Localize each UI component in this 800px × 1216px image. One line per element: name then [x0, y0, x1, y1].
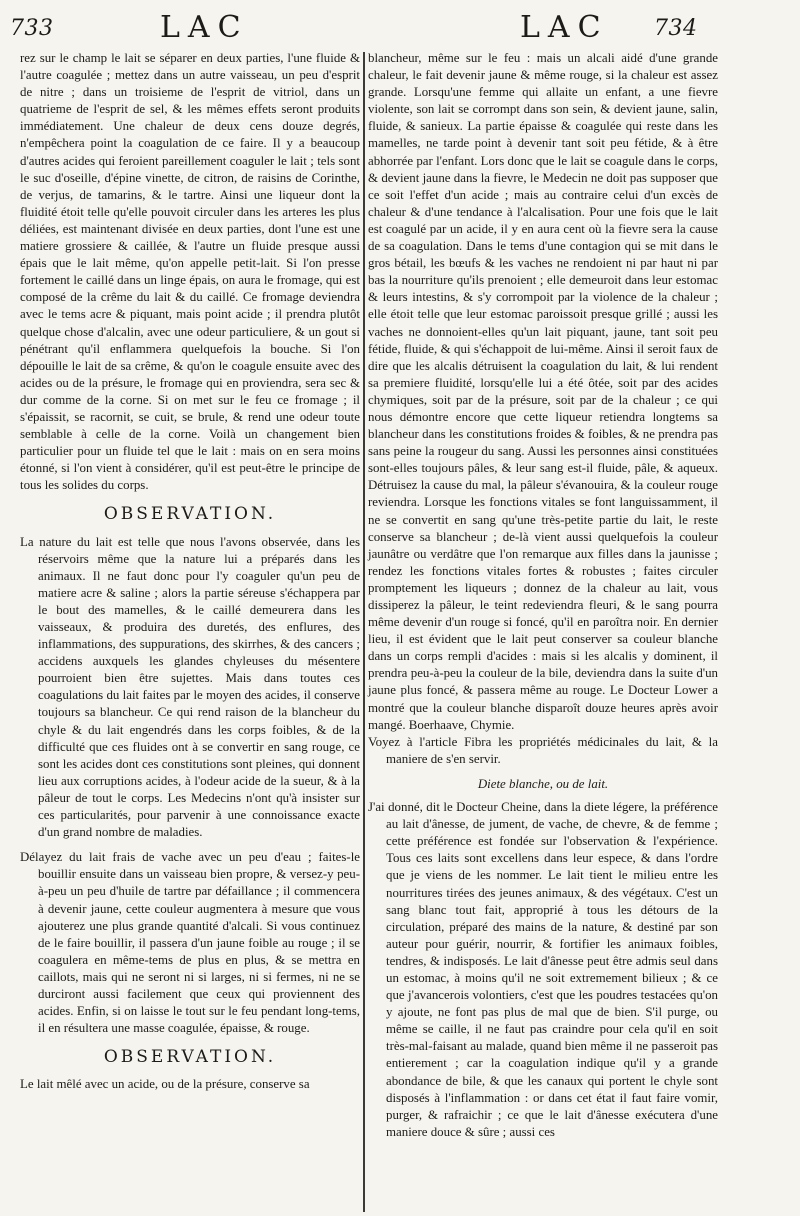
right-column: [368, 50, 718, 1141]
right-page-number: 734: [654, 16, 698, 41]
right-running-title: LAC: [520, 10, 609, 45]
voyez-paragraph: Voyez à l'article Fibra les propriétés médicinales du lait, & la maniere de s'en servir.: [368, 734, 718, 766]
observation-heading-1: OBSERVATION.: [103, 504, 277, 525]
intro-paragraph: rez sur le champ le lait se séparer en deux parties, l'une fluide & l'autre coagulée ; mettez dans un autre vaisseau, un peu d'esprit de nitre ; dans un troisieme de l'esprit de vitriol, dans un quatrieme de l'esprit de sel, & les mêmes effets seront produits immédiatement. Une chaleur de deux cens douze degrés, n'empêchera point la coagulation de ce faire. Il y a beaucoup d'autres acides qui feroient pareillement coaguler le lait ; tels sont le suc d'oseille, d'épine vinette, de citron, de raisins de Corinthe, de verjus, de tamarins, & le tartre. Ainsi une liqueur dont la fluidité étoit telle qu'elle pouvoit circuler dans les arteres les plus déliées, est maintenant divisée en deux parties, dont l'une est une matiere grossiere & caillée, & l'autre un fluide presque aussi épais que le lait même, qu'on appelle petit-lait. Si l'on presse fortement le caillé dans un linge épais, on aura le fromage, qui est composé de la crême du lait & du caillé. Ce fromage deviendra avec le tems acre & piquant, mais point acide ; il prendra plutôt quelque chose d'alcalin, avec une odeur particuliere, & un gout si pénétrant qu'il enflammera quelquefois la bouche. Si l'on dépouille le lait de sa crême, & qu'on le coagule ensuite avec des acides ou de la présure, le fromage qui en proviendra, sera sec & dur comme de la corne. Si on met sur le feu ce fromage ; il s'épaissit, se racornit, se cuit, se brule, & rend une odeur toute semblable à celle de la corne. Voilà un changement bien particulier pour un fluide tel que le lait : mais on en sera moins étonné, si l'on vient à considérer, qu'il est peut-être le principe de tous les solides du corps.: [20, 51, 360, 493]
left-column: [20, 50, 360, 1093]
diete-paragraph: J'ai donné, dit le Docteur Cheine, dans la diete légere, la préférence au lait d'ânesse, de jument, de vache, de chevre, & de femme ; cette préférence est fondée sur l'observation & l'expérience. Tous ces laits sont excellens dans leur espece, & dans l'ordre que je viens de les nommer. Le lait tient le milieu entre les nourritures tirées des jeunes animaux, & des végétaux. C'est un sang blanc tout fait, approprié à tous les détours de la circulation, préparé des mains de la nature, & destiné par son auteur pour guérir, nourrir, & fortifier les animaux foibles, tendres, & indisposés. Le lait d'ânesse peut être admis seul dans un estomac, à moins qu'il ne soit extremement bilieux ; & ce que j'avancerois volontiers, c'est que les poudres testacées qu'on y ajoute, ne font pas plus de mal que de bien. S'il purge, ou même se caille, il ne faut pas craindre pour cela qu'il en soit très-mal-faisant au malade, quand bien même il ne passeroit pas entierement ; car la coagulation indique qu'il y a grande abondance de bile, & que les canaux qui portent le chyle sont disposés à l'inflammation : or dans cet état il faut faire vomir, purger, & rafraichir ; ce que le lait d'ânesse exécutera d'une maniere douce & sûre ; aussi ces: [368, 800, 718, 1139]
continuation-paragraph: blancheur, même sur le feu : mais un alcali aidé d'une grande chaleur, le fait devenir jaune & même rouge, si la chaleur est assez grande. Lorsqu'une femme qui allaite un enfant, a une fievre violente, son lait se corrompt dans son sein, & devient jaune, salin, fluide, & sanieux. La partie épaisse & coagulée qui reste dans les mamelles, ne tarde point à devenir tant soit peu fétide, & à être abhorrée par l'enfant. Lors donc que le lait se coagule dans le corps, & devient jaune dans la fievre, le Medecin ne doit pas supposer que ce soit l'effet d'un acide ; mais au contraire celui d'un excès de chaleur & d'une tendance à l'alcalisation. Pour une fois que le lait est coagulé par un acide, il y en aura cent où la fievre sera la cause de sa coagulation. Dans le tems d'une contagion qui se mit dans le gros bétail, les bœufs & les vaches ne rendoient ni par haut ni par bas la nourriture qu'ils prenoient ; elle demeuroit dans leur estomac & leurs intestins, & s'y corrompoit par la violence de la chaleur ; elle étoit telle que leur estomac paroissoit presque grillé ; aussi les vaches ne donnoient-elles qu'un lait piquant, jaune, tant soit peu fétide, fluide, & qui s'échappoit de lui-même. Ainsi il seroit faux de dire que les alcalis détruisent la coagulation du lait, & lui rendent sa premiere fluidité, lorsqu'elle lui a été ôtée, soit par des acides chymiques, soit par de la présure, soit par de la chaleur ; ce qui nous démontre encore que cette liqueur retiendra longtems sa blancheur dans les constitutions froides & foibles, & ne prendra pas sans peine la rougeur du sang. Aussi les personnes ainsi constituées sont-elles toujours pâles, & leur sang est-il fluide, pâle, & aqueux. Détruisez la cause du mal, la pâleur s'évanouira, & la couleur rouge reviendra. Lorsque les fonctions vitales se font languissamment, il ne se convertit en sang qu'une très-petite partie du lait, le reste conserve sa blancheur ; de-là vient aussi quelquefois la couleur jaunâtre ou verdâtre que l'on remarque aux filles dans la jaunisse ; rendez les fonctions vitales fortes & robustes ; faites circuler promptement les liqueurs ; donnez de la chaleur au lait, vous dissiperez la pâleur, le teint redeviendra fleuri, & le sang pourra même devenir d'un rouge si foncé, qu'il en paroîtra noir. En dernier lieu, il est évident que le lait peut conserver sa couleur blanche dans un corps rempli d'acides : mais si les alcalis y dominent, il prendra peu-à-peu la couleur de la bile, deviendra dans la suite d'un jaune plus foncé, & passera même au rouge. Le Docteur Lower a montré que la couleur blanche disparoît douze heures après avoir mangé. Boerhaave, Chymie.: [368, 51, 718, 732]
delayez-paragraph: Délayez du lait frais de vache avec un peu d'eau ; faites-le bouillir ensuite dans un vaisseau bien propre, & versez-y peu-à-peu un peu d'huile de tartre par défaillance ; il commencera à devenir jaune, cette couleur augmentera à mesure que vous ajouterez une plus grande quantité d'alcali. Si vous continuez de le faire bouillir, il passera d'un jaune foible au rouge ; il se coagulera en même-tems de plus en plus, & se mettra en caillots, mais qui ne seront ni si larges, ni si fermes, ni ne se durciront aussi facilement que ceux qui proviennent des acides. Enfin, si on laisse le tout sur le feu pendant long-tems, il en résultera une masse coagulée, épaisse, & rouge.: [20, 850, 360, 1036]
page-header: [0, 0, 800, 48]
observation-heading-2: OBSERVATION.: [103, 1047, 277, 1068]
observation-1-paragraph: La nature du lait est telle que nous l'avons observée, dans les réservoirs même que la nature lui a préparés dans les animaux. Il ne faut donc pour l'y coaguler qu'un peu de matiere acre & saline ; alors la partie séreuse s'échappera par le bout des mamelles, & le caillé demeurera dans les vaisseaux, & produira des duretés, des enflures, des inflammations, des suppurations, des skirrhes, & des cancers ; accidens auxquels les glandes chyleuses du mésentere pourroient bien être sujettes. Mais dans toutes ces coagulations du lait faites par le moyen des acides, il conserve toujours sa blancheur. Ce qui rend raison de la blancheur du chyle & du lait engendrés dans les corps foibles, & de la difficulté que ces fluides ont à se convertir en sang rouge, ce sont les acides dont ces constitutions sont pleines, qui donnent lieu aux corruptions acides, à l'odeur acide de la sueur, & à la pâleur de tout le corps. Les Medecins n'ont qu'à insister sur ces particularités, pour parvenir à une connoissance exacte d'un grand nombre de maladies.: [20, 534, 360, 840]
left-page-number: 733: [10, 16, 54, 41]
observation-2-start: Le lait mêlé avec un acide, ou de la présure, conserve sa: [20, 1077, 310, 1092]
left-running-title: LAC: [160, 10, 249, 45]
diete-subheading: Diete blanche, ou de lait.: [477, 776, 609, 791]
column-divider: [363, 52, 365, 1212]
